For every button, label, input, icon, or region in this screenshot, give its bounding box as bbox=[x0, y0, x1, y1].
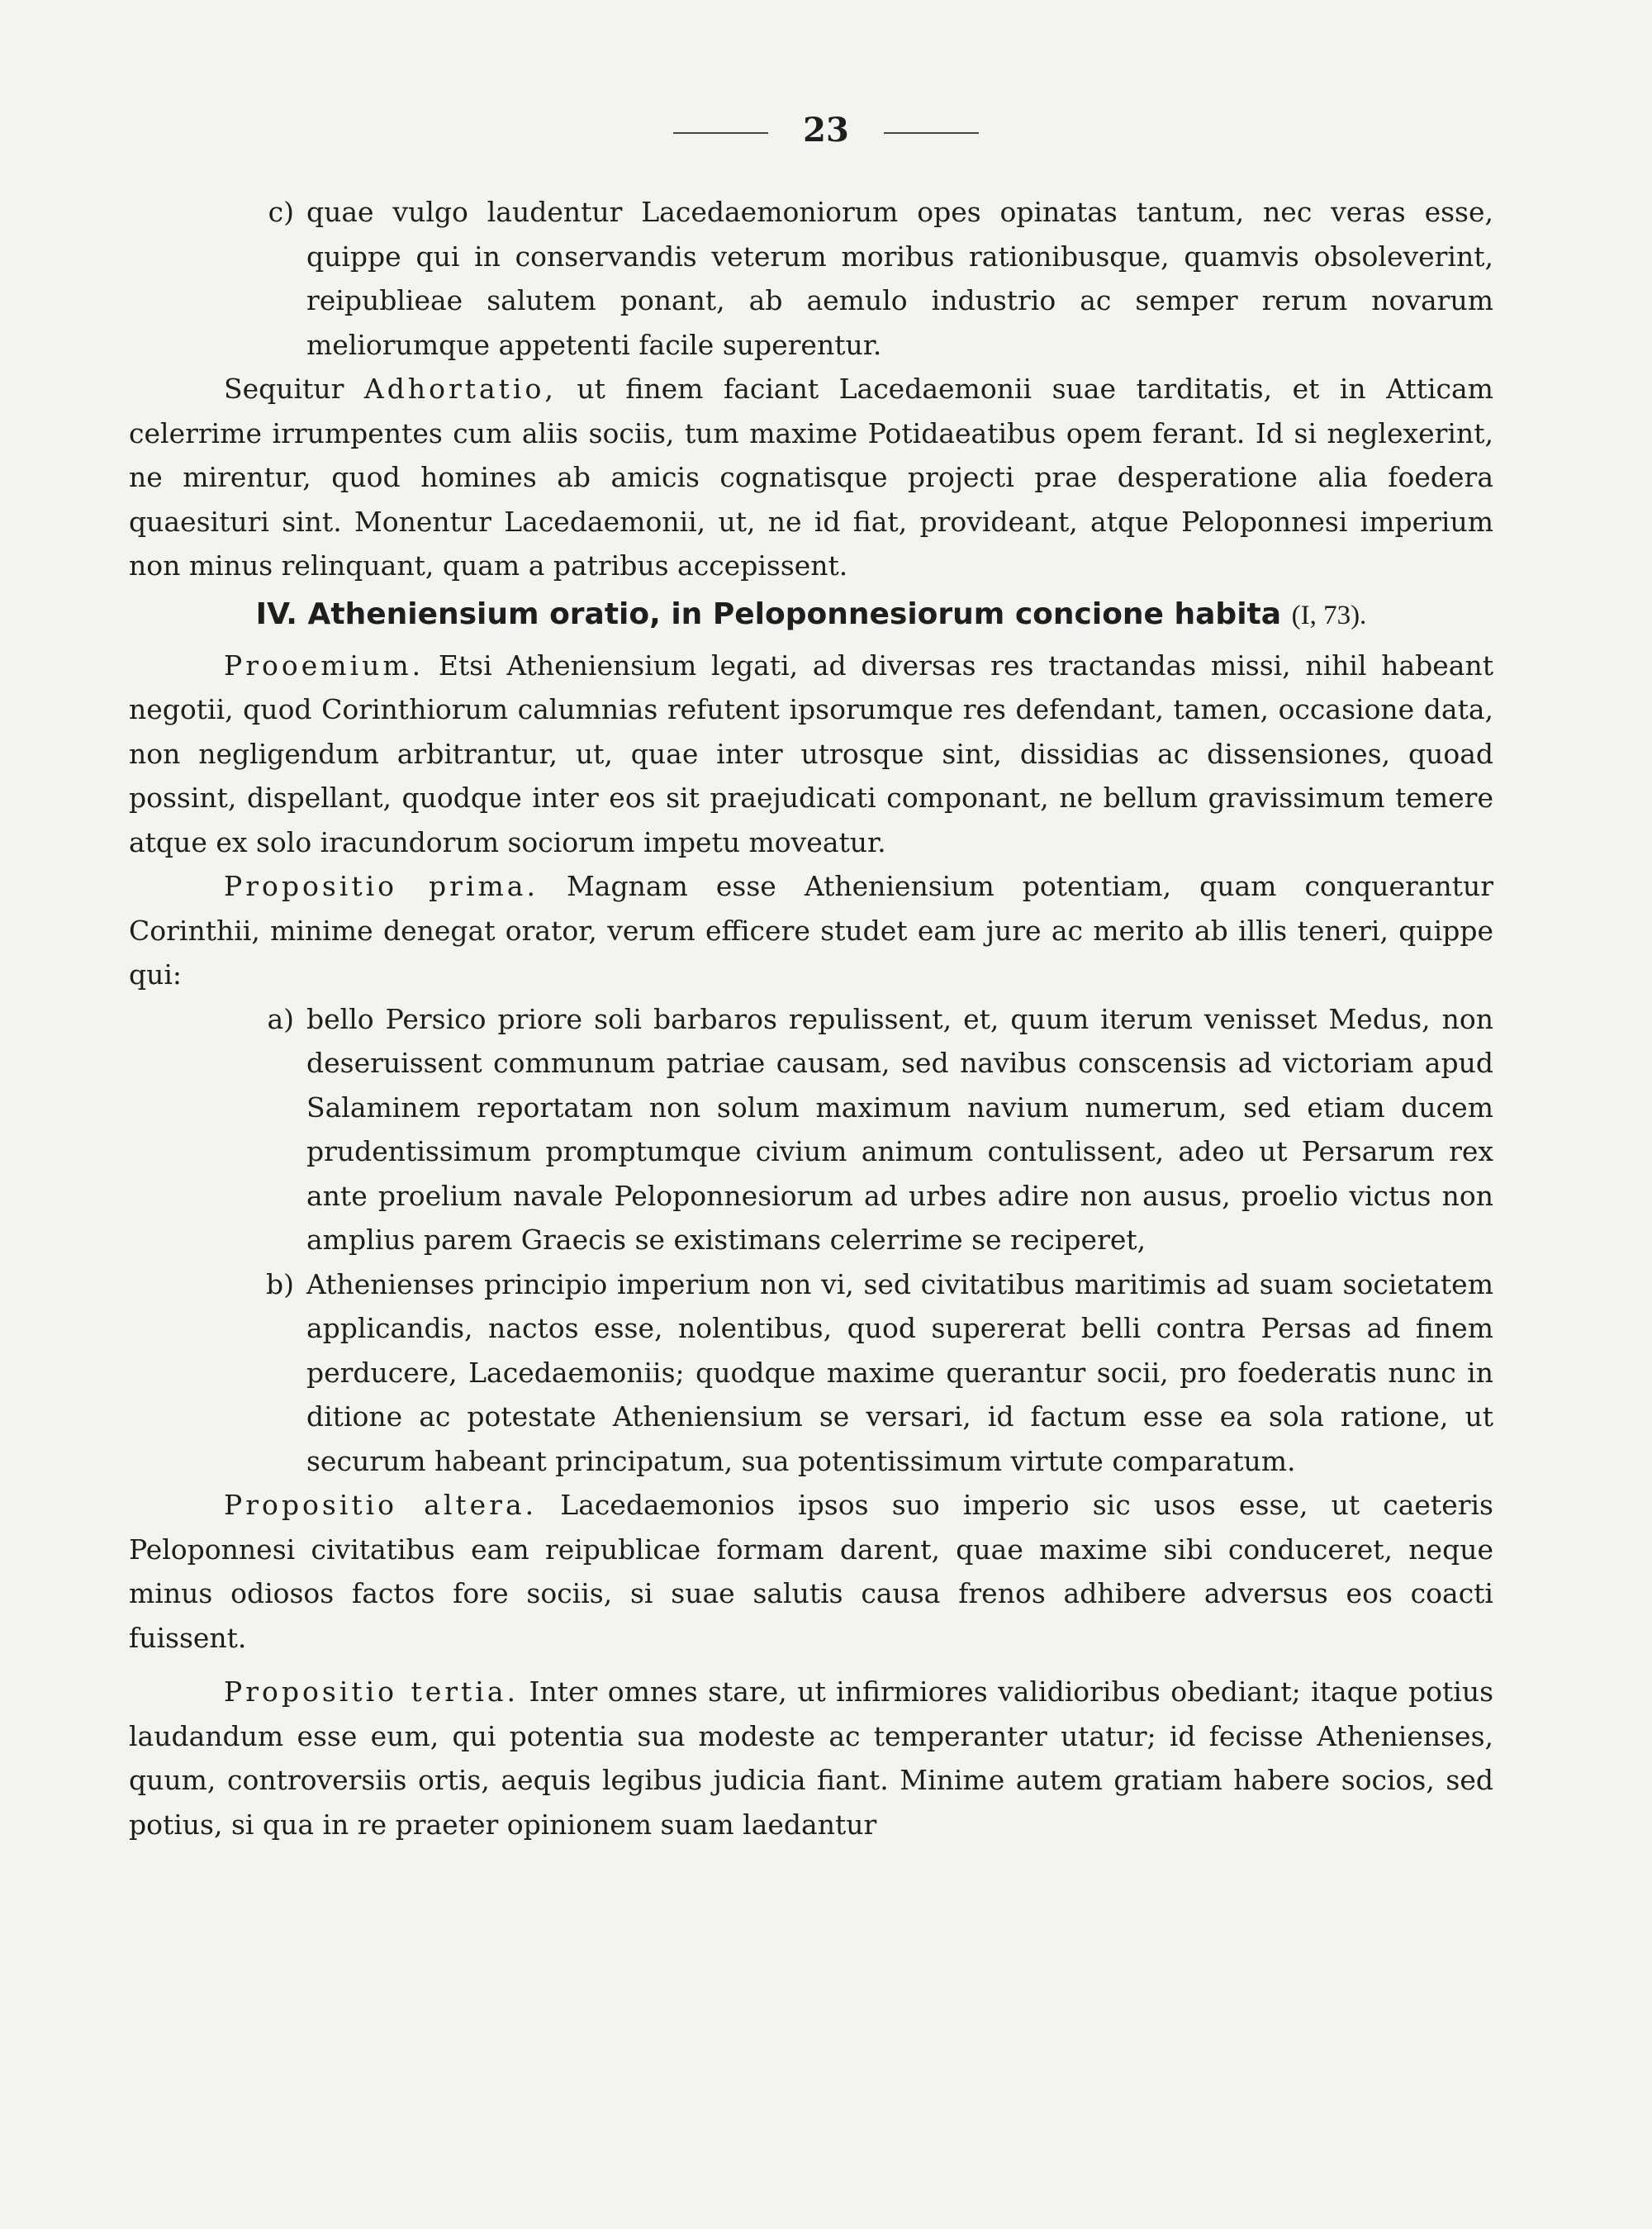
header-rule-left bbox=[673, 132, 768, 134]
propositio-tertia-text: Inter omnes stare, ut infirmiores validioribus obediant; itaque potius laudandum esse eum, qui potentia sua modeste ac temperanter utatur; id fecisse Athenienses, quum, controversiis ortis, aequis legibus judicia fiant. Minime autem gratiam habere socios, sed potius, si qua in re praeter opinionem suam laedantur bbox=[129, 1675, 1494, 1841]
list-item-text: quae vulgo laudentur Lacedaemoniorum opes opinatas tantum, nec veras esse, quippe qui in conservandis veterum moribus rationibusque, quamvis obsoleverint, reipublieae salutem ponant, ab aemulo industrio ac semper rerum novarum meliorumque appetenti facile superentur. bbox=[306, 196, 1493, 361]
section-heading-ref: (I, 73). bbox=[1291, 600, 1367, 630]
prooemium-term: Prooemium. bbox=[224, 649, 425, 682]
list-item-text: bello Persico priore soli barbaros repulissent, et, quum iterum venisset Medus, non deseruissent communum patriae causam, sed navibus conscensis ad victoriam apud Salaminem reportatam non solum maximum navium numerum, sed etiam ducem prudentissimum promptumque civium animum contulissent, adeo ut Persarum rex ante proelium navale Peloponnesiorum ad urbes adire non ausus, proelio victus non amplius parem Graecis se existimans celerrime se reciperet, bbox=[306, 1002, 1493, 1256]
adhortatio-text: ut finem faciant Lacedaemonii suae tarditatis, et in Atticam celerrime irrumpentes cum aliis sociis, tum maxime Potidaeatibus opem ferant. Id si neglexerint, ne mirentur, quod homines ab amicis cognatisque projecti prae desperatione alia foedera quaesituri sint. Monentur Lacedaemonii, ut, ne id fiat, provideant, atque Peloponnesi imperium non minus relinquant, quam a patribus accepissent. bbox=[129, 373, 1493, 582]
paragraph-adhortatio bbox=[129, 367, 1493, 588]
section-heading-title: IV. Atheniensium oratio, in Peloponnesiorum concione habita bbox=[255, 596, 1282, 631]
propositio-tertia-term: Propositio tertia. bbox=[224, 1675, 520, 1708]
adhortatio-term: Adhortatio, bbox=[363, 373, 557, 405]
list-item-label: a) bbox=[267, 1002, 294, 1035]
header-rule-right bbox=[884, 132, 979, 134]
page-body bbox=[129, 190, 1493, 1846]
list-item-b bbox=[129, 1262, 1493, 1484]
propositio-prima-text: Magnam esse Atheniensium potentiam, quam conquerantur Corinthii, minime denegat orator, verum efficere studet eam jure ac merito ab illis teneri, quippe qui: bbox=[129, 870, 1493, 991]
section-heading bbox=[129, 595, 1493, 635]
list-item-a bbox=[129, 997, 1493, 1262]
page-header bbox=[0, 106, 1652, 155]
list-item-c bbox=[129, 190, 1493, 367]
list-item-label: c) bbox=[268, 196, 294, 228]
paragraph-propositio-prima bbox=[129, 864, 1493, 997]
paragraph-propositio-tertia bbox=[129, 1670, 1493, 1846]
prooemium-text: Etsi Atheniensium legati, ad diversas res tractandas missi, nihil habeant negotii, quod Corinthiorum calumnias refutent ipsorumque res defendant, tamen, occasione data, non negligendum arbitrantur, ut, quae inter utrosque sint, dissidias ac dissensiones, quoad possint, dispellant, quodque inter eos sit praejudicati componant, ne bellum gravissimum temere atque ex solo iracundorum sociorum impetu moveatur. bbox=[129, 649, 1493, 858]
propositio-altera-term: Propositio altera. bbox=[224, 1489, 538, 1521]
propositio-altera-text: Lacedaemonios ipsos suo imperio sic usos esse, ut caeteris Peloponnesi civitatibus eam reipublicae formam darent, quae maxime sibi conduceret, neque minus odiosos factos fore sociis, si suae salutis causa frenos adhibere adversus eos coacti fuissent. bbox=[129, 1489, 1493, 1654]
adhortatio-lead: Sequitur bbox=[224, 373, 344, 405]
paragraph-propositio-altera bbox=[129, 1483, 1493, 1660]
propositio-prima-term: Propositio prima. bbox=[224, 870, 539, 902]
list-item-label: b) bbox=[266, 1267, 294, 1300]
list-item-text: Athenienses principio imperium non vi, sed civitatibus maritimis ad suam societatem applicandis, nactos esse, nolentibus, quod supererat belli contra Persas ad finem perducere, Lacedaemoniis; quodque maxime querantur socii, pro foederatis nunc in ditione ac potestate Atheniensium se versari, id factum esse ea sola ratione, ut securum habeant principatum, sua potentissimum virtute comparatum. bbox=[306, 1267, 1493, 1477]
paragraph-prooemium bbox=[129, 644, 1493, 865]
page-number: 23 bbox=[803, 111, 849, 150]
